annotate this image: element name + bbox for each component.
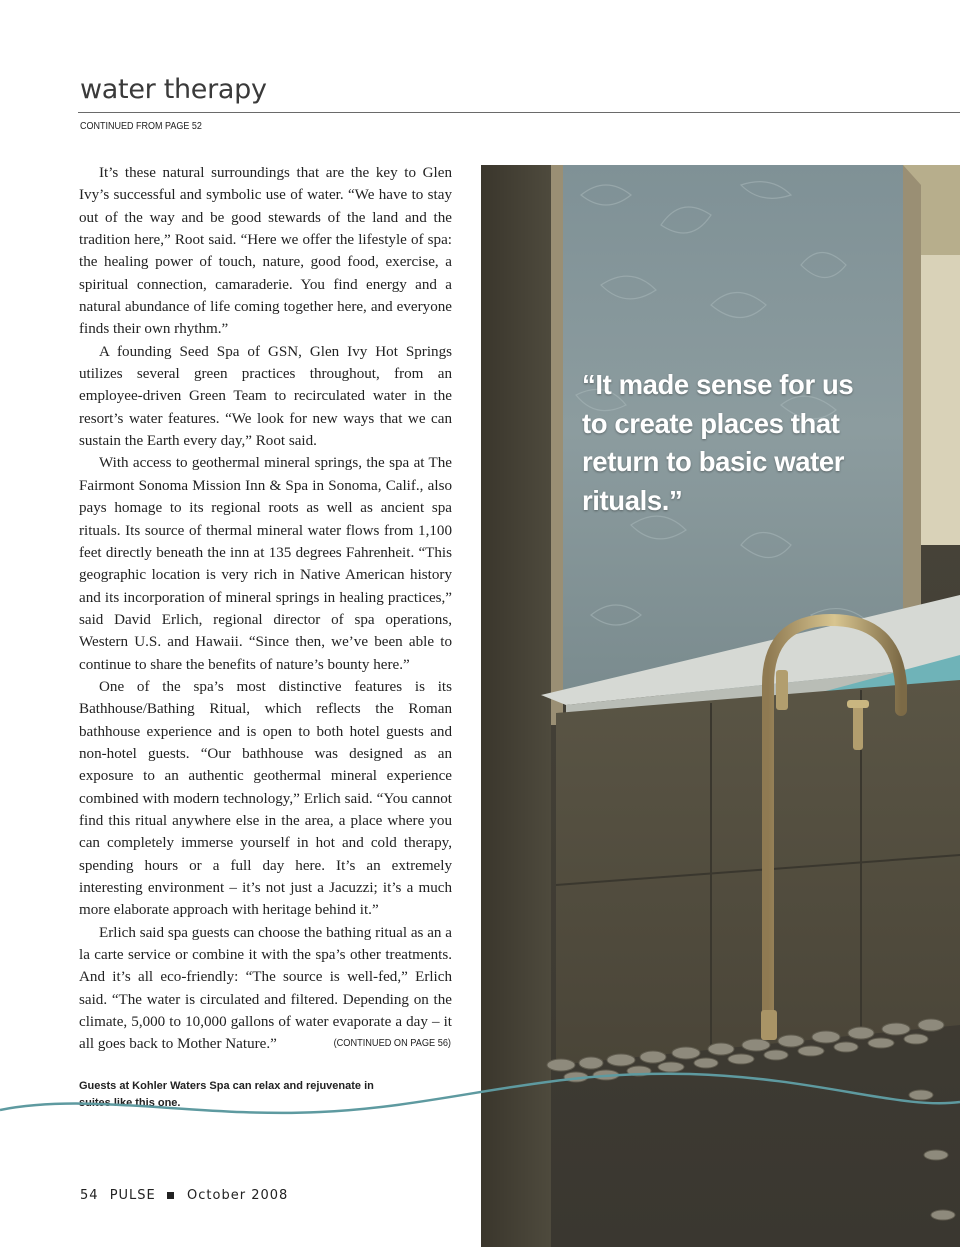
page-number: 54 — [80, 1188, 99, 1203]
article-body — [79, 162, 452, 1056]
article-paragraph: One of the spa’s most distinctive features is its Bathhouse/Bathing Ritual, which reflects the Roman bathhouse experience and is open to both hotel guests and non-hotel guests. “Our bathhouse was designed as an exposure to an authentic geothermal mineral experience combined with modern technology,” Erlich said. “You cannot find this ritual anywhere else in the area, a place where you can completely immerse yourself in hot and cold therapy, spending hours or a full day here. It’s an extremely interesting environment – it’s not just a Jacuzzi; it’s a much more elaborate approach with heritage behind it.” — [79, 678, 452, 919]
publication-name: PULSE — [109, 1188, 156, 1203]
footer-square-bullet — [167, 1192, 174, 1199]
article-paragraph: Erlich said spa guests can choose the bathing ritual as an a la carte service or combine it with the spa’s other treatments. And it’s all eco-friendly: “The source is well-fed,” Erlich said. “The water is circulated and filtered. Depending on the climate, 5,000 to 10,000 gallons of water evaporate a day – it all goes back to Mother Nature.” — [79, 924, 452, 1053]
page-footer — [80, 1188, 288, 1203]
article-paragraph: It’s these natural surroundings that are the key to Glen Ivy’s successful and symbolic use of water. “We have to stay out of the way and be good stewards of the land and the tradition here,” Root said. “Here we offer the lifestyle of spa: the healing power of touch, nature, good food, exercise, a spiritual connection, camaraderie. You find energy and a natural abundance of life coming together here, and everyone finds their own rhythm.” — [79, 165, 452, 338]
photo-caption: Guests at Kohler Waters Spa can relax and rejuvenate in suites like this one. — [79, 1080, 374, 1109]
section-title: water therapy — [80, 74, 267, 105]
article-paragraph: With access to geothermal mineral springs, the spa at The Fairmont Sonoma Mission Inn & Spa in Sonoma, Calif., also pays homage to its regional roots as well as ancient spa rituals. Its source of thermal mineral water flows from 1,100 feet directly beneath the inn at 135 degrees Fahrenheit. “This geographic location is very rich in Native American history and its incorporation of mineral springs in healing practices,” said David Erlich, regional director of spa operations, Western U.S. and Hawaii. “Since then, we’ve been able to continue to share the benefits of nature’s bounty here.” — [79, 455, 452, 673]
title-rule — [78, 112, 960, 113]
continued-from-label: CONTINUED FROM PAGE 52 — [80, 121, 202, 132]
continued-on-label: (CONTINUED ON PAGE 56) — [333, 1038, 451, 1049]
article-paragraph: A founding Seed Spa of GSN, Glen Ivy Hot Springs utilizes several green practices throughout, from an employee-driven Green Team to recirculated water in the resort’s water features. “We look for new ways that we can sustain the Earth every day,” Root said. — [79, 343, 452, 450]
issue-date: October 2008 — [187, 1188, 289, 1203]
pull-quote: “It made sense for us to create places that return to basic water rituals.” — [582, 369, 854, 516]
wave-divider — [0, 1060, 960, 1120]
